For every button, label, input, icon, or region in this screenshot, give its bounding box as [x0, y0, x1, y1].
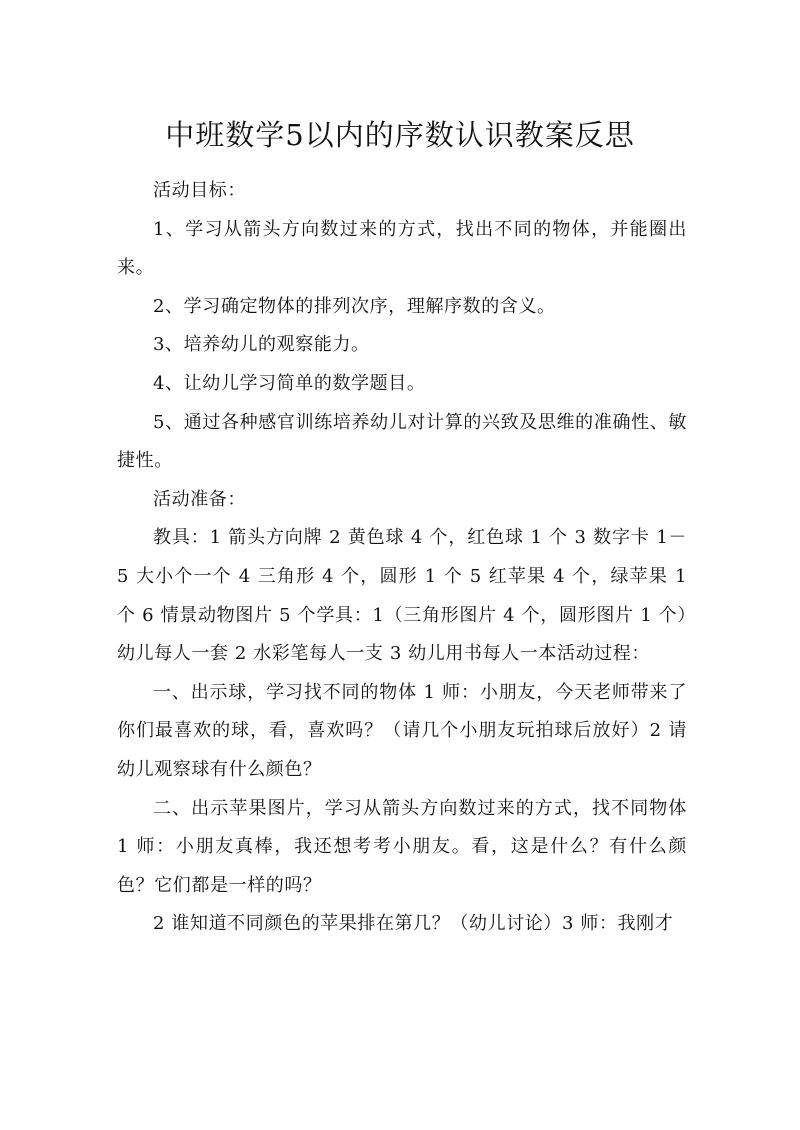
section-heading-goals: 活动目标： — [153, 180, 246, 201]
goal-item-3: 3、培养幼儿的观察能力。 — [153, 334, 370, 356]
process-step-1: 一、出示球，学习找不同的物体 1 师：小朋友，今天老师带来了你们最喜欢的球，看，喜欢吗？（请几个小朋友玩拍球后放好）2 请幼儿观察球有什么颜色？ — [117, 681, 687, 780]
process-step-2-continued: 2 谁知道不同颜色的苹果排在第几？（幼儿讨论）3 师：我刚才 — [153, 913, 674, 935]
document-body — [117, 172, 687, 944]
goal-item-1: 1、学习从箭头方向数过来的方式，找出不同的物体，并能圈出来。 — [117, 218, 687, 279]
process-step-2: 二、出示苹果图片，学习从箭头方向数过来的方式，找不同物体 1 师：小朋友真棒，我还想考考小朋友。看，这是什么？有什么颜色？它们都是一样的吗？ — [117, 797, 687, 896]
preparation-materials: 教具：1 箭头方向牌 2 黄色球 4 个，红色球 1 个 3 数字卡 1－5 大小个一个 4 三角形 4 个，圆形 1 个 5 红苹果 4 个，绿苹果 1 个 6 情景动物图片 5 个学具：1（三角形图片 4 个，圆形图片 1 个）幼儿每人一套 2 水彩笔每人一支 3 幼儿用书每人一本活动过程： — [117, 527, 687, 665]
goal-item-5: 5、通过各种感官训练培养幼儿对计算的兴致及思维的准确性、敏捷性。 — [117, 411, 687, 472]
goal-item-4: 4、让幼儿学习简单的数学题目。 — [153, 372, 426, 394]
goal-item-2: 2、学习确定物体的排列次序，理解序数的含义。 — [153, 295, 556, 317]
section-heading-preparation: 活动准备： — [153, 488, 246, 510]
document-title: 中班数学5以内的序数认识教案反思 — [165, 118, 635, 152]
